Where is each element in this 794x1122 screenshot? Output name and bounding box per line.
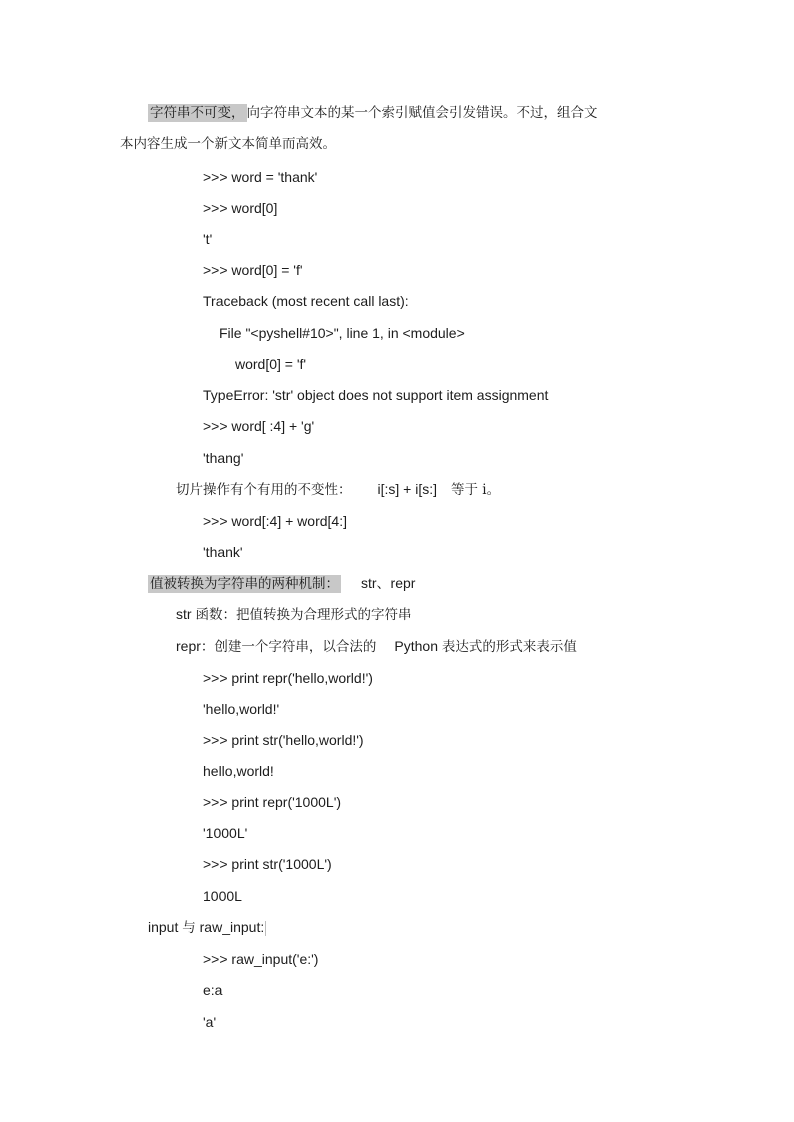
- code-line: >>> word[0] = 'f': [203, 262, 303, 278]
- code-line: Traceback (most recent call last):: [203, 293, 409, 309]
- conversion-highlight: 值被转换为字符串的两种机制：: [150, 576, 339, 592]
- repr-desc-a: ：创建一个字符串，以合法的: [200, 639, 377, 655]
- conversion-mechanisms: str、repr: [361, 575, 416, 591]
- code-line: 't': [203, 231, 213, 247]
- slice-equals: 等于 i。: [451, 482, 501, 498]
- immutability-highlight: 字符串不可变，: [150, 105, 245, 121]
- code-line: >>> word[:4] + word[4:]: [203, 513, 347, 529]
- repr-description: [176, 637, 577, 656]
- code-line: >>> word[ :4] + 'g': [203, 418, 315, 434]
- repr-python: Python: [394, 638, 438, 654]
- repr-prefix: repr: [176, 638, 201, 654]
- code-line: 'thang': [203, 450, 244, 466]
- code-line: 'a': [203, 1014, 217, 1030]
- immutability-paragraph: [148, 104, 598, 122]
- code-line: >>> print str('1000L'): [203, 856, 332, 872]
- code-line: TypeError: 'str' object does not support item assignment: [203, 387, 549, 403]
- code-line: 1000L: [203, 888, 242, 904]
- code-line: '1000L': [203, 825, 248, 841]
- code-line: >>> print repr('hello,world!'): [203, 670, 373, 686]
- code-line: >>> print repr('1000L'): [203, 794, 342, 810]
- input-heading: [148, 918, 266, 937]
- str-description: [176, 605, 411, 624]
- immutability-paragraph-continuation: 本内容生成一个新文本简单而高效。: [120, 136, 336, 152]
- code-line: word[0] = 'f': [235, 356, 307, 372]
- text-cursor: [265, 921, 266, 936]
- slice-label: 切片操作有个有用的不变性：: [176, 482, 352, 498]
- code-line: >>> raw_input('e:'): [203, 951, 319, 967]
- code-line: >>> word = 'thank': [203, 169, 318, 185]
- repr-desc-b: 表达式的形式来表示值: [441, 639, 577, 655]
- code-line: 'thank': [203, 544, 243, 560]
- code-line: e:a: [203, 982, 223, 998]
- str-desc-text: 函数：把值转换为合理形式的字符串: [195, 607, 412, 623]
- code-line: >>> word[0]: [203, 200, 278, 216]
- code-line: hello,world!: [203, 763, 274, 779]
- code-line: File "<pyshell#10>", line 1, in <module>: [219, 325, 465, 341]
- input-heading-a: input: [148, 919, 179, 935]
- input-heading-mid: 与: [182, 920, 196, 936]
- immutability-text: 向字符串文本的某一个索引赋值会引发错误。不过，组合文: [246, 105, 598, 121]
- slice-expression: i[:s] + i[s:]: [377, 481, 438, 497]
- code-line: 'hello,world!': [203, 701, 280, 717]
- conversion-heading: [148, 574, 415, 593]
- str-prefix: str: [176, 606, 192, 622]
- input-heading-b: raw_input:: [199, 919, 265, 935]
- slice-invariant-line: [176, 480, 500, 499]
- code-line: >>> print str('hello,world!'): [203, 732, 364, 748]
